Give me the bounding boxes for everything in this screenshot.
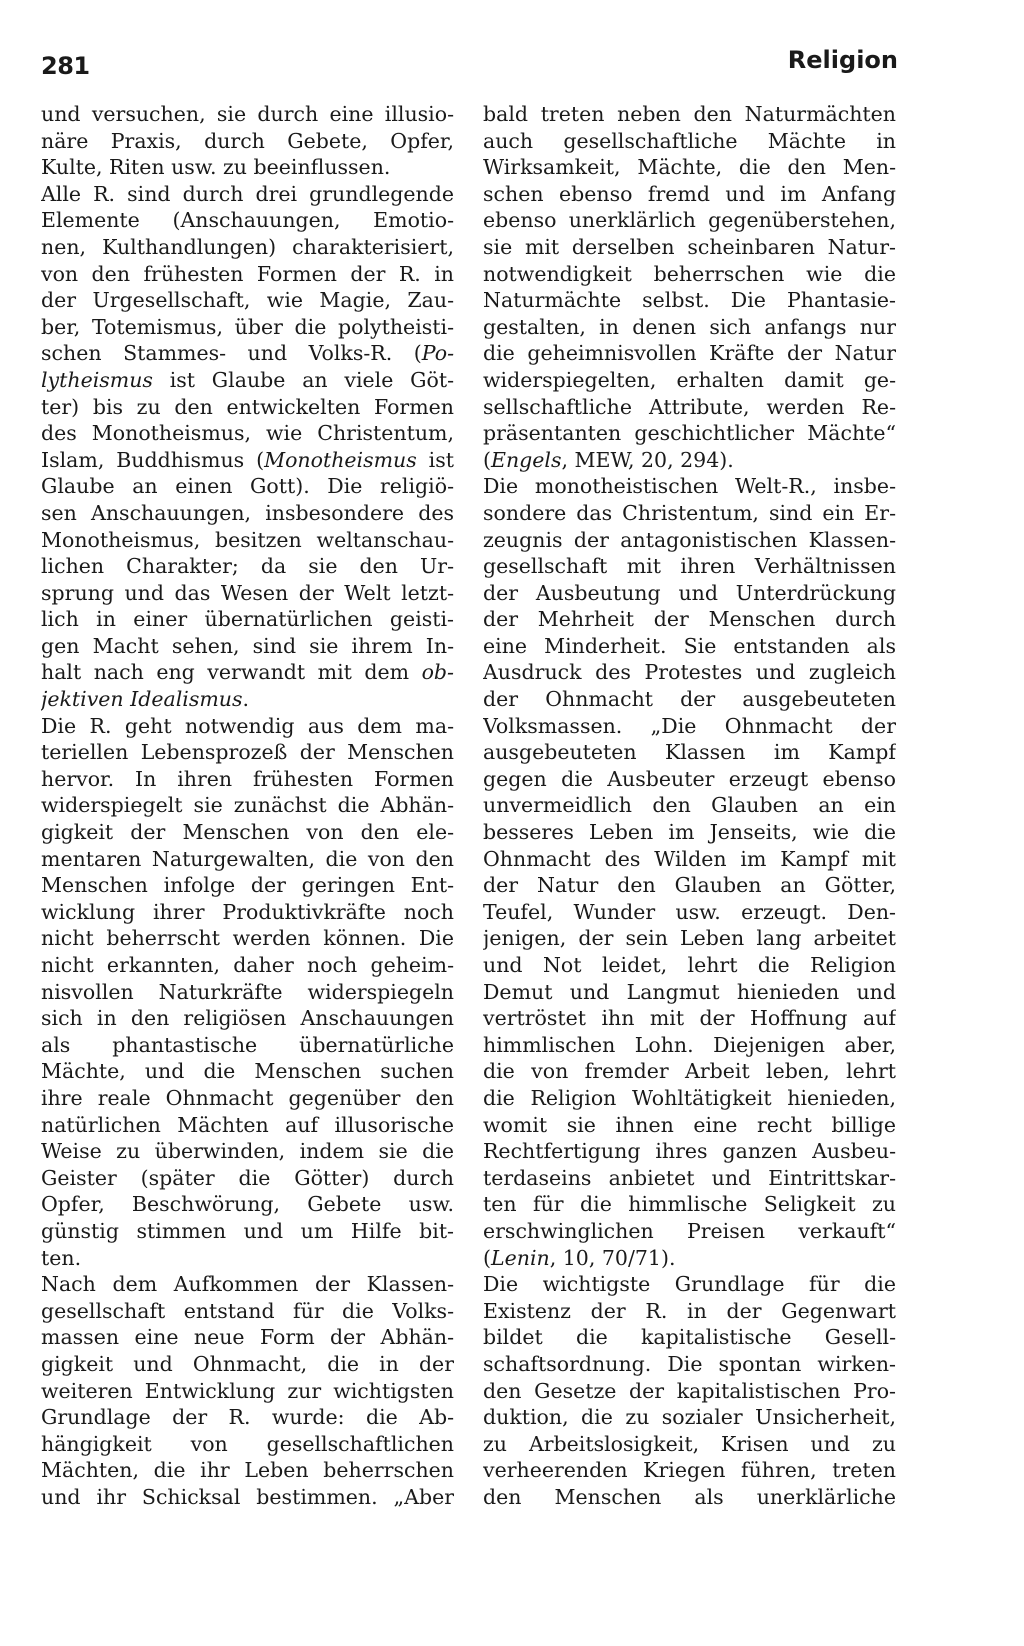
text-line: womit sie ihnen eine recht billige (483, 1112, 896, 1137)
text-line: ihre reale Ohnmacht gegenüber den (41, 1085, 454, 1110)
text-line: schen ebenso fremd und im Anfang (483, 181, 896, 206)
text-line: nisvollen Naturkräfte widerspiegeln (41, 979, 454, 1004)
text-line: ter) bis zu den entwickelten Formen (41, 394, 454, 419)
text-line: Die R. geht notwendig aus dem ma- (41, 713, 454, 738)
text-line: Opfer, Beschwörung, Gebete usw. (41, 1192, 454, 1217)
text-line: schaftsordnung. Die spontan wirken- (483, 1351, 896, 1376)
text-line: und Not leidet, lehrt die Religion (483, 953, 896, 977)
text-line: gigkeit der Menschen von den ele- (41, 820, 454, 845)
text-line: gesellschaft entstand für die Volks- (41, 1298, 454, 1323)
text-line: hervor. In ihren frühesten Formen (41, 766, 454, 791)
text-line: der Urgesellschaft, wie Magie, Zau- (41, 288, 454, 313)
text-line: duktion, die zu sozialer Unsicherheit, (483, 1405, 896, 1430)
text-line: Glaube an einen Gott). Die religiö- (41, 474, 454, 499)
text-line: nen, Kulthandlungen) charakterisiert, (41, 234, 454, 259)
text-line: widerspiegelten, erhalten damit ge- (483, 367, 896, 392)
text-line: ten. (41, 1245, 82, 1270)
text-line: massen eine neue Form der Abhän- (41, 1325, 454, 1350)
text-line: und versuchen, sie durch eine illusio- (41, 102, 454, 126)
text-line: Wirksamkeit, Mächte, die den Men- (483, 155, 896, 180)
text-line: Alle R. sind durch drei grundlegende (41, 181, 454, 206)
text-line: lichen Charakter; da sie den Ur- (41, 554, 454, 579)
text-line: sie mit derselben scheinbaren Natur- (483, 234, 896, 259)
text-line: himmlischen Lohn. Diejenigen aber, (483, 1032, 896, 1057)
text-line: sich in den religiösen Anschauungen (41, 1006, 454, 1031)
text-line: nicht erkannten, daher noch geheim- (41, 953, 454, 977)
text-line: des Monotheismus, wie Christentum, (41, 421, 454, 446)
text-line: Islam, Buddhismus (Monotheismus ist (41, 447, 454, 472)
text-line: zu Arbeitslosigkeit, Krisen und zu (483, 1431, 896, 1456)
text-line: sprung und das Wesen der Welt letzt- (41, 580, 454, 605)
text-line: ausgebeuteten Klassen im Kampf (483, 740, 896, 765)
text-line: terdaseins anbietet und Eintrittskar- (483, 1165, 896, 1190)
left-text-column (41, 101, 454, 1510)
text-line: sellschaftliche Attribute, werden Re- (483, 394, 896, 419)
text-line: wicklung ihrer Produktivkräfte noch (41, 899, 454, 924)
text-line: günstig stimmen und um Hilfe bit- (41, 1218, 454, 1243)
text-line: notwendigkeit beherrschen wie die (483, 261, 896, 286)
text-line: sondere das Christentum, sind ein Er- (483, 500, 896, 525)
text-line: Naturmächte selbst. Die Phantasie- (483, 288, 896, 313)
right-text-column (483, 101, 896, 1510)
text-line: lytheismus ist Glaube an viele Göt- (41, 367, 454, 392)
text-line: weiteren Entwicklung zur wichtigsten (41, 1378, 454, 1403)
text-line: Rechtfertigung ihres ganzen Ausbeu- (483, 1139, 896, 1164)
text-line: gegen die Ausbeuter erzeugt ebenso (483, 766, 896, 791)
text-line: der Ausbeutung und Unterdrückung (483, 580, 896, 605)
text-line: Mächten, die ihr Leben beherrschen (41, 1458, 454, 1483)
text-line: von den frühesten Formen der R. in (41, 261, 454, 286)
text-line: teriellen Lebensprozeß der Menschen (41, 740, 454, 765)
text-line: hängigkeit von gesellschaftlichen (41, 1431, 454, 1456)
text-line: und ihr Schicksal bestimmen. „Aber (41, 1484, 454, 1509)
text-line: lich in einer übernatürlichen geisti- (41, 607, 454, 632)
text-line: als phantastische übernatürliche (41, 1032, 454, 1057)
text-line: Kulte, Riten usw. zu beeinflussen. (41, 155, 391, 180)
text-line: näre Praxis, durch Gebete, Opfer, (41, 128, 454, 153)
text-line: jektiven Idealismus. (41, 687, 250, 712)
text-line: Menschen infolge der geringen Ent- (41, 873, 454, 898)
text-line: Ohnmacht des Wilden im Kampf mit (483, 846, 896, 871)
text-line: schen Stammes- und Volks-R. (Po- (41, 341, 454, 366)
text-line: gen Macht sehen, sind sie ihrem In- (41, 633, 454, 658)
text-line: jenigen, der sein Leben lang arbeitet (483, 926, 896, 951)
text-line: vertröstet ihn mit der Hoffnung auf (483, 1006, 896, 1031)
text-line: präsentanten geschichtlicher Mächte“ (483, 421, 896, 446)
text-line: (Engels, MEW, 20, 294). (483, 447, 734, 472)
text-line: nicht beherrscht werden können. Die (41, 926, 454, 951)
text-line: ebenso unerklärlich gegenüberstehen, (483, 208, 896, 233)
text-line: Ausdruck des Protestes und zugleich (483, 660, 896, 685)
text-line: Nach dem Aufkommen der Klassen- (41, 1272, 454, 1297)
text-line: gestalten, in denen sich anfangs nur (483, 314, 896, 339)
text-line: Die wichtigste Grundlage für die (483, 1272, 896, 1297)
text-line: der Mehrheit der Menschen durch (483, 607, 896, 632)
text-line: auch gesellschaftliche Mächte in (483, 128, 896, 153)
text-line: Monotheismus, besitzen weltanschau- (41, 527, 454, 552)
text-line: mentaren Naturgewalten, die von den (41, 846, 454, 871)
text-line: unvermeidlich den Glauben an ein (483, 793, 896, 818)
text-line: eine Minderheit. Sie entstanden als (483, 633, 896, 658)
text-line: (Lenin, 10, 70/71). (483, 1245, 676, 1270)
text-line: gesellschaft mit ihren Verhältnissen (483, 554, 896, 579)
text-line: gigkeit und Ohnmacht, die in der (41, 1351, 454, 1376)
page-number: 281 (41, 52, 90, 80)
text-line: die von fremder Arbeit leben, lehrt (483, 1059, 896, 1084)
text-line: Grundlage der R. wurde: die Ab- (41, 1405, 454, 1430)
text-line: Existenz der R. in der Gegenwart (483, 1298, 896, 1323)
text-line: Demut und Langmut hienieden und (483, 979, 896, 1004)
text-line: Mächte, und die Menschen suchen (41, 1059, 454, 1084)
text-line: den Gesetze der kapitalistischen Pro- (483, 1378, 896, 1403)
running-head: Religion (787, 46, 898, 74)
text-line: den Menschen als unerklärliche (483, 1484, 896, 1509)
text-line: die Religion Wohltätigkeit hienieden, (483, 1085, 896, 1110)
text-line: Volksmassen. „Die Ohnmacht der (483, 713, 896, 738)
text-line: sen Anschauungen, insbesondere des (41, 500, 454, 525)
text-line: besseres Leben im Jenseits, wie die (483, 820, 896, 845)
text-line: zeugnis der antagonistischen Klassen- (483, 527, 896, 552)
text-line: Weise zu überwinden, indem sie die (41, 1139, 454, 1164)
text-line: die geheimnisvollen Kräfte der Natur (483, 341, 896, 366)
text-line: natürlichen Mächten auf illusorische (41, 1112, 454, 1137)
text-line: Elemente (Anschauungen, Emotio- (41, 208, 454, 233)
text-line: widerspiegelt sie zunächst die Abhän- (41, 793, 454, 818)
text-line: der Natur den Glauben an Götter, (483, 873, 896, 898)
text-line: Geister (später die Götter) durch (41, 1165, 454, 1190)
text-line: verheerenden Kriegen führen, treten (483, 1458, 896, 1483)
text-line: erschwinglichen Preisen verkauft“ (483, 1218, 896, 1243)
text-line: halt nach eng verwandt mit dem ob- (41, 660, 454, 685)
text-line: Die monotheistischen Welt-R., insbe- (483, 474, 896, 499)
text-line: Teufel, Wunder usw. erzeugt. Den- (483, 899, 896, 924)
text-line: ber, Totemismus, über die polytheisti- (41, 314, 454, 339)
text-line: bald treten neben den Naturmächten (483, 102, 896, 126)
text-line: bildet die kapitalistische Gesell- (483, 1325, 896, 1350)
text-line: der Ohnmacht der ausgebeuteten (483, 687, 896, 712)
text-line: ten für die himmlische Seligkeit zu (483, 1192, 896, 1217)
